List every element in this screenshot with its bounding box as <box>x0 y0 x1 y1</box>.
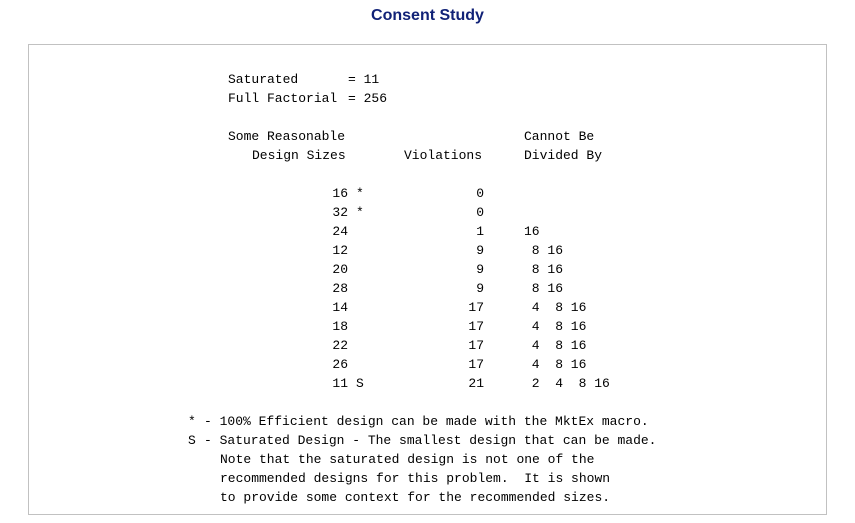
saturated-value: = 11 <box>348 72 380 87</box>
design-size-cell: 11 <box>332 376 348 391</box>
violations-cell: 0 <box>476 186 484 201</box>
divided-by-cell: 4 8 16 <box>524 319 587 334</box>
design-flag-cell: * <box>356 186 364 201</box>
violations-cell: 17 <box>468 300 484 315</box>
design-size-cell: 22 <box>332 338 348 353</box>
divided-by-cell: 8 16 <box>524 281 564 296</box>
design-size-cell: 26 <box>332 357 348 372</box>
violations-cell: 9 <box>476 281 484 296</box>
full-factorial-label: Full Factorial <box>228 91 338 106</box>
divided-by-cell: 8 16 <box>524 262 564 277</box>
design-size-cell: 24 <box>332 224 348 239</box>
design-size-cell: 14 <box>332 300 348 315</box>
divided-by-cell: 16 <box>524 224 540 239</box>
divided-by-cell: 8 16 <box>524 243 564 258</box>
violations-cell: 17 <box>468 319 484 334</box>
design-size-cell: 20 <box>332 262 348 277</box>
violations-cell: 0 <box>476 205 484 220</box>
design-size-cell: 18 <box>332 319 348 334</box>
divided-by-cell: 4 8 16 <box>524 338 587 353</box>
saturated-note-line3: recommended designs for this problem. It is shown <box>220 471 611 486</box>
design-size-cell: 16 <box>332 186 348 201</box>
divided-by-cell: 4 8 16 <box>524 300 587 315</box>
violations-cell: 17 <box>468 357 484 372</box>
design-flag-cell: S <box>356 376 364 391</box>
saturated-note-line4: to provide some context for the recommended sizes. <box>220 490 611 505</box>
star-note-symbol: * <box>188 414 196 429</box>
violations-cell: 17 <box>468 338 484 353</box>
star-note-text: - 100% Efficient design can be made with the MktEx macro. <box>204 414 649 429</box>
design-size-cell: 12 <box>332 243 348 258</box>
sizes-header-line1: Some Reasonable <box>228 129 346 144</box>
design-size-cell: 32 <box>332 205 348 220</box>
saturated-note-symbol: S <box>188 433 196 448</box>
divided-by-cell: 2 4 8 16 <box>524 376 610 391</box>
violations-cell: 9 <box>476 262 484 277</box>
saturated-label: Saturated <box>228 72 299 87</box>
saturated-note-line2: Note that the saturated design is not one of the <box>220 452 595 467</box>
saturated-note-text: - Saturated Design - The smallest design that can be made. <box>204 433 657 448</box>
violations-header: Violations <box>404 148 483 163</box>
full-factorial-value: = 256 <box>348 91 388 106</box>
design-flag-cell: * <box>356 205 364 220</box>
divided-by-cell: 4 8 16 <box>524 357 587 372</box>
violations-cell: 21 <box>468 376 484 391</box>
sizes-header-line2: Design Sizes <box>252 148 346 163</box>
violations-cell: 9 <box>476 243 484 258</box>
page-title: Consent Study <box>371 7 484 24</box>
divided-header-line2: Divided By <box>524 148 603 163</box>
violations-cell: 1 <box>476 224 484 239</box>
divided-header-line1: Cannot Be <box>524 129 595 144</box>
design-size-cell: 28 <box>332 281 348 296</box>
